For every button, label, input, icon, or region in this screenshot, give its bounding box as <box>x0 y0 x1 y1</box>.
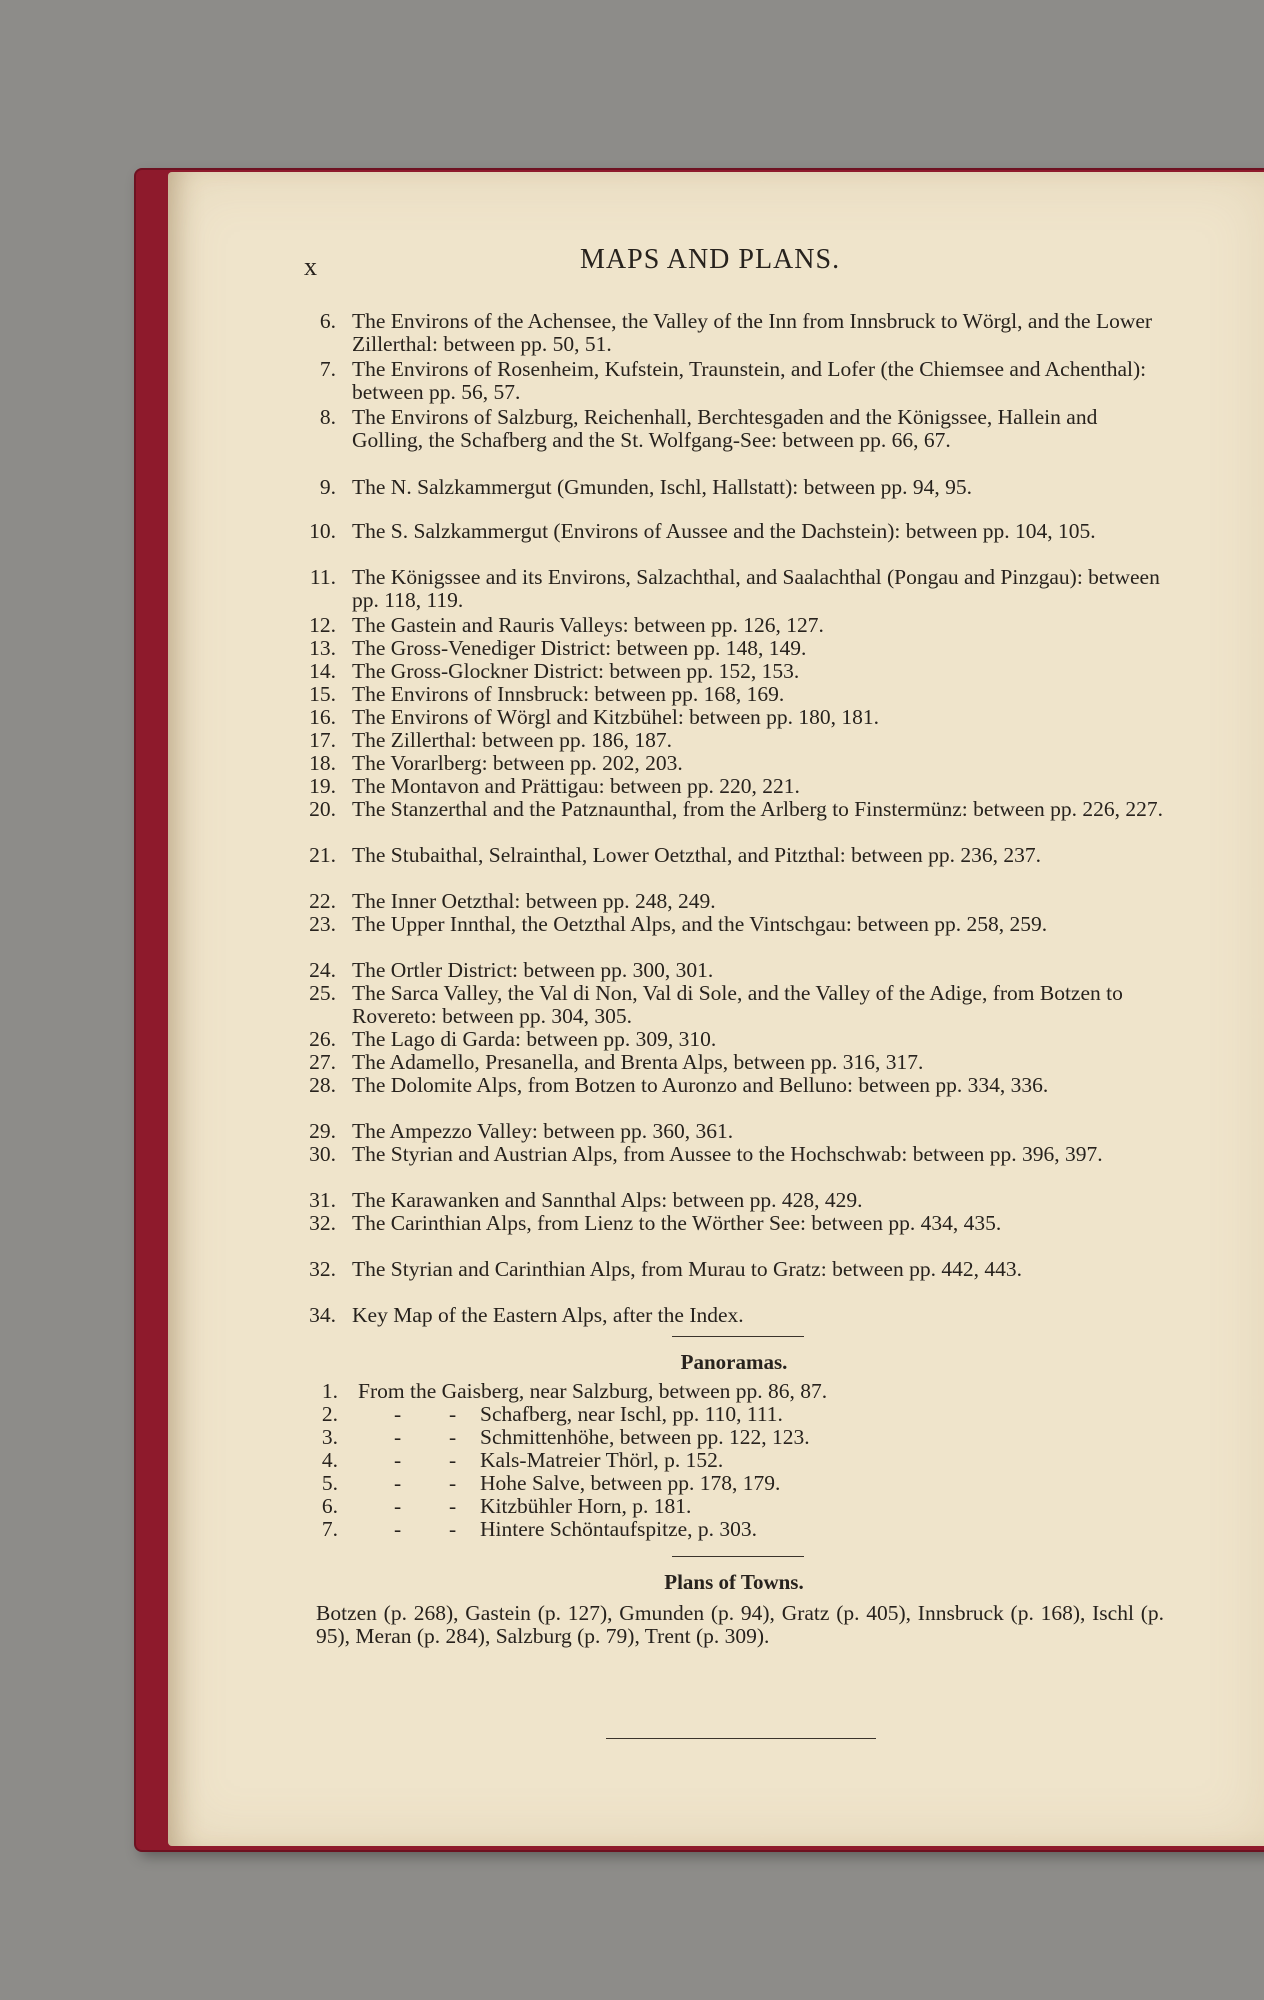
map-entry-number: 25. <box>309 981 336 1005</box>
panorama-text: Kitzbühler Horn, p. 181. <box>480 1494 692 1518</box>
map-entry-text: The S. Salzkammergut (Environs of Aussee and the Dachstein): between pp. 104, 105. <box>352 519 1096 543</box>
map-entry-number: 17. <box>309 728 336 752</box>
map-entry-number: 20. <box>309 797 336 821</box>
map-entry-number: 14. <box>309 659 336 683</box>
panorama-text: Schafberg, near Ischl, pp. 110, 111. <box>480 1402 783 1426</box>
map-entry-text: The Ortler District: between pp. 300, 301. <box>352 958 714 982</box>
ditto-dash: - <box>394 1402 402 1426</box>
map-entry-text: The Ampezzo Valley: between pp. 360, 361. <box>352 1119 734 1143</box>
map-entry-number: 18. <box>309 751 336 775</box>
map-entry-text: The Adamello, Presanella, and Brenta Alps, between pp. 316, 317. <box>352 1050 924 1074</box>
map-entry-text: The Environs of the Achensee, the Valley of the Inn from Innsbruck to Wörgl, and the Lower Zillerthal: between pp. 50, 51. <box>352 309 1153 356</box>
map-entry-text: The Styrian and Austrian Alps, from Aussee to the Hochschwab: between pp. 396, 397. <box>352 1142 1103 1166</box>
map-entry-number: 19. <box>309 774 336 798</box>
map-entry-text: The Environs of Wörgl and Kitzbühel: between pp. 180, 181. <box>352 705 880 729</box>
map-entry-number: 15. <box>309 682 336 706</box>
map-entry-number: 29. <box>309 1119 336 1143</box>
map-entry-text: The Inner Oetzthal: between pp. 248, 249. <box>352 889 716 913</box>
map-entry-number: 12. <box>309 613 336 637</box>
map-entry-number: 32. <box>309 1257 336 1281</box>
map-entry-text: The Carinthian Alps, from Lienz to the Wörther See: between pp. 434, 435. <box>352 1211 1002 1235</box>
section-rule <box>672 1556 804 1557</box>
map-entry-number: 27. <box>309 1050 336 1074</box>
panoramas-heading: Panoramas. <box>680 1350 788 1374</box>
map-entry-number: 23. <box>309 912 336 936</box>
map-entry-number: 11. <box>309 565 336 589</box>
map-entry-text: The Montavon and Prättigau: between pp. 220, 221. <box>352 774 800 798</box>
panorama-text: Hintere Schöntaufspitze, p. 303. <box>480 1517 758 1541</box>
map-entry-text: The Zillerthal: between pp. 186, 187. <box>352 728 673 752</box>
map-entry-text: The Gross-Glockner District: between pp. 152, 153. <box>352 659 800 683</box>
map-entry-text: The Gastein and Rauris Valleys: between pp. 126, 127. <box>352 613 824 637</box>
panorama-text: Kals-Matreier Thörl, p. 152. <box>480 1448 724 1472</box>
panorama-number: 2. <box>321 1402 338 1426</box>
map-entry-text: The Environs of Salzburg, Reichenhall, Berchtesgaden and the Königssee, Hallein and Golling, the Schafberg and the St. Wolfgang-See: between pp. 66, 67. <box>352 405 1098 452</box>
panorama-text: Hohe Salve, between pp. 178, 179. <box>480 1471 781 1495</box>
map-entry-text: The Karawanken and Sannthal Alps: between pp. 428, 429. <box>352 1188 863 1212</box>
map-entry-text: The N. Salzkammergut (Gmunden, Ischl, Hallstatt): between pp. 94, 95. <box>352 475 972 499</box>
map-entry-number: 34. <box>309 1303 336 1327</box>
map-entry-text: The Vorarlberg: between pp. 202, 203. <box>352 751 683 775</box>
map-entry-text: Key Map of the Eastern Alps, after the Index. <box>352 1303 744 1327</box>
ditto-dash: - <box>449 1517 457 1541</box>
panorama-number: 5. <box>321 1471 338 1495</box>
panorama-number: 4. <box>321 1448 338 1472</box>
panorama-number: 3. <box>321 1425 338 1449</box>
ditto-dash: - <box>449 1402 457 1426</box>
panorama-text: Schmittenhöhe, between pp. 122, 123. <box>480 1425 810 1449</box>
towns-heading: Plans of Towns. <box>664 1570 804 1594</box>
towns-paragraph: Botzen (p. 268), Gastein (p. 127), Gmunden (p. 94), Gratz (p. 405), Innsbruck (p. 168), Ischl (p. 95), Meran (p. 284), Salzburg (p. 79), Trent (p. 309). <box>316 1601 1164 1648</box>
map-entry-number: 21. <box>309 843 336 867</box>
panorama-number: 1. <box>321 1379 338 1403</box>
page-number: x <box>304 252 317 281</box>
map-entry-text: The Dolomite Alps, from Botzen to Auronzo and Belluno: between pp. 334, 336. <box>352 1073 1049 1097</box>
map-entry-number: 30. <box>309 1142 336 1166</box>
ditto-dash: - <box>394 1425 402 1449</box>
ditto-dash: - <box>449 1448 457 1472</box>
map-entry-number: 6. <box>319 309 336 333</box>
map-entry-number: 13. <box>309 636 336 660</box>
map-entry-number: 22. <box>309 889 336 913</box>
map-entry-number: 8. <box>319 405 336 429</box>
map-entry-text: The Sarca Valley, the Val di Non, Val di Sole, and the Valley of the Adige, from Botzen to Rovereto: between pp. 304, 305. <box>352 981 1123 1028</box>
ditto-dash: - <box>394 1494 402 1518</box>
ditto-dash: - <box>394 1517 402 1541</box>
map-entry-number: 26. <box>309 1027 336 1051</box>
map-entry-number: 16. <box>309 705 336 729</box>
map-entry-number: 10. <box>309 519 336 543</box>
panorama-number: 6. <box>321 1494 338 1518</box>
map-entry-text: The Upper Innthal, the Oetzthal Alps, and the Vintschgau: between pp. 258, 259. <box>352 912 1048 936</box>
map-entry-text: The Stubaithal, Selrainthal, Lower Oetzthal, and Pitzthal: between pp. 236, 237. <box>352 843 1042 867</box>
ditto-dash: - <box>449 1471 457 1495</box>
panorama-number: 7. <box>321 1517 338 1541</box>
map-entry-text: The Stanzerthal and the Patznaunthal, from the Arlberg to Finstermünz: between pp. 226, 227. <box>352 797 1164 821</box>
end-rule <box>606 1738 876 1739</box>
ditto-dash: - <box>394 1471 402 1495</box>
section-rule <box>672 1336 804 1337</box>
map-entry-number: 31. <box>309 1188 336 1212</box>
map-entry-number: 7. <box>319 357 336 381</box>
map-entry-text: The Environs of Rosenheim, Kufstein, Traunstein, and Lofer (the Chiemsee and Achenthal): between pp. 56, 57. <box>352 357 1147 404</box>
map-entry-number: 24. <box>309 958 336 982</box>
map-entry-number: 9. <box>319 475 336 499</box>
ditto-dash: - <box>449 1494 457 1518</box>
map-entry-text: The Königssee and its Environs, Salzachthal, and Saalachthal (Pongau and Pinzgau): between pp. 118, 119. <box>352 565 1160 612</box>
map-entry-text: The Styrian and Carinthian Alps, from Murau to Gratz: between pp. 442, 443. <box>352 1257 1022 1281</box>
panorama-text: From the Gaisberg, near Salzburg, between pp. 86, 87. <box>358 1379 828 1403</box>
map-entry-text: The Environs of Innsbruck: between pp. 168, 169. <box>352 682 785 706</box>
page-title: MAPS AND PLANS. <box>580 244 841 275</box>
ditto-dash: - <box>449 1425 457 1449</box>
map-entry-number: 28. <box>309 1073 336 1097</box>
map-entry-text: The Lago di Garda: between pp. 309, 310. <box>352 1027 717 1051</box>
map-entry-text: The Gross-Venediger District: between pp. 148, 149. <box>352 636 807 660</box>
ditto-dash: - <box>394 1448 402 1472</box>
map-entry-number: 32. <box>309 1211 336 1235</box>
